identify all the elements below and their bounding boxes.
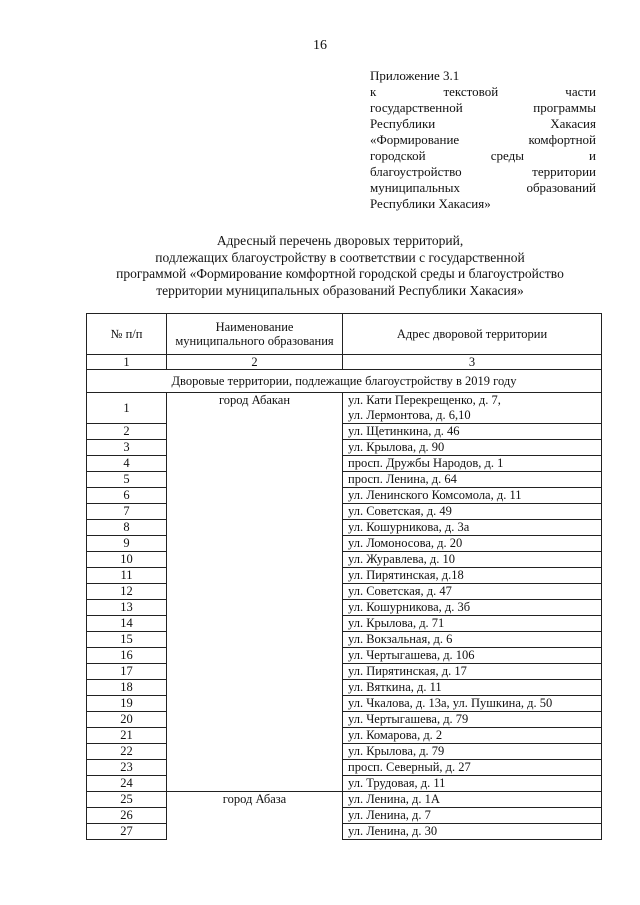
address-cell: ул. Комарова, д. 2 (343, 728, 602, 744)
table-row (87, 456, 602, 472)
address-cell: ул. Кати Перекрещенко, д. 7, ул. Лермонтова, д. 6,10 (343, 393, 602, 424)
municipality-cell (167, 744, 343, 760)
municipality-cell (167, 552, 343, 568)
row-number: 20 (87, 712, 167, 728)
municipality-cell (167, 824, 343, 840)
row-number: 19 (87, 696, 167, 712)
document-title (60, 233, 620, 299)
table-row (87, 760, 602, 776)
address-cell: ул. Пирятинская, д.18 (343, 568, 602, 584)
row-number: 5 (87, 472, 167, 488)
address-cell: ул. Журавлева, д. 10 (343, 552, 602, 568)
header-num: № п/п (87, 314, 167, 355)
row-number: 25 (87, 792, 167, 808)
municipality-cell (167, 440, 343, 456)
column-number: 3 (343, 355, 602, 370)
address-cell: ул. Крылова, д. 71 (343, 616, 602, 632)
table-row (87, 393, 602, 424)
row-number: 7 (87, 504, 167, 520)
address-cell: ул. Чкалова, д. 13а, ул. Пушкина, д. 50 (343, 696, 602, 712)
address-cell: ул. Вокзальная, д. 6 (343, 632, 602, 648)
table-row (87, 632, 602, 648)
column-number-row (87, 355, 602, 370)
appendix-title: Приложение 3.1 (370, 68, 460, 83)
address-cell: просп. Ленина, д. 64 (343, 472, 602, 488)
column-number: 2 (167, 355, 343, 370)
header-address: Адрес дворовой территории (343, 314, 602, 355)
row-number: 3 (87, 440, 167, 456)
address-table (86, 313, 602, 840)
row-number: 23 (87, 760, 167, 776)
address-cell: ул. Кошурникова, д. 3а (343, 520, 602, 536)
row-number: 27 (87, 824, 167, 840)
table-row (87, 744, 602, 760)
row-number: 21 (87, 728, 167, 744)
address-cell: просп. Дружбы Народов, д. 1 (343, 456, 602, 472)
municipality-cell (167, 696, 343, 712)
row-number: 12 (87, 584, 167, 600)
row-number: 13 (87, 600, 167, 616)
table-row (87, 520, 602, 536)
municipality-cell (167, 600, 343, 616)
address-cell: ул. Советская, д. 49 (343, 504, 602, 520)
address-cell: ул. Советская, д. 47 (343, 584, 602, 600)
row-number: 10 (87, 552, 167, 568)
row-number: 2 (87, 424, 167, 440)
municipality-cell: город Абаза (167, 792, 343, 808)
table-row (87, 824, 602, 840)
address-cell: ул. Ленинского Комсомола, д. 11 (343, 488, 602, 504)
municipality-cell (167, 776, 343, 792)
appendix-line: муниципальных образований (370, 180, 596, 195)
municipality-cell (167, 504, 343, 520)
table-row (87, 648, 602, 664)
table-row (87, 424, 602, 440)
address-cell: просп. Северный, д. 27 (343, 760, 602, 776)
address-cell: ул. Вяткина, д. 11 (343, 680, 602, 696)
table-row (87, 584, 602, 600)
row-number: 8 (87, 520, 167, 536)
title-line: программой «Формирование комфортной городской среды и благоустройство (116, 266, 564, 281)
municipality-cell (167, 712, 343, 728)
row-number: 15 (87, 632, 167, 648)
municipality-cell (167, 760, 343, 776)
row-number: 18 (87, 680, 167, 696)
row-number: 9 (87, 536, 167, 552)
table-row (87, 792, 602, 808)
table-row (87, 680, 602, 696)
address-cell: ул. Пирятинская, д. 17 (343, 664, 602, 680)
municipality-cell (167, 680, 343, 696)
row-number: 14 (87, 616, 167, 632)
appendix-line: «Формирование комфортной (370, 132, 596, 147)
address-cell: ул. Крылова, д. 79 (343, 744, 602, 760)
municipality-cell (167, 632, 343, 648)
address-cell: ул. Ленина, д. 7 (343, 808, 602, 824)
municipality-cell (167, 568, 343, 584)
table-row (87, 808, 602, 824)
table-row (87, 536, 602, 552)
row-number: 11 (87, 568, 167, 584)
table-row (87, 568, 602, 584)
row-number: 6 (87, 488, 167, 504)
address-cell: ул. Щетинкина, д. 46 (343, 424, 602, 440)
address-cell: ул. Ленина, д. 1А (343, 792, 602, 808)
address-cell: ул. Кошурникова, д. 3б (343, 600, 602, 616)
municipality-cell: город Абакан (167, 393, 343, 424)
row-number: 26 (87, 808, 167, 824)
header-municipality: Наименование муниципального образования (167, 314, 343, 355)
appendix-line: Республики Хакасия» (370, 196, 491, 211)
row-number: 16 (87, 648, 167, 664)
appendix-line: городской среды и (370, 148, 597, 163)
appendix-line: благоустройство территории (370, 164, 596, 179)
table-row (87, 728, 602, 744)
row-number: 17 (87, 664, 167, 680)
municipality-cell (167, 488, 343, 504)
address-cell: ул. Ленина, д. 30 (343, 824, 602, 840)
table-row (87, 600, 602, 616)
title-line: подлежащих благоустройству в соответствии с государственной (155, 249, 525, 265)
municipality-cell (167, 616, 343, 632)
address-cell: ул. Чертыгашева, д. 79 (343, 712, 602, 728)
title-line: Адресный перечень дворовых территорий, (216, 233, 464, 248)
table-row (87, 696, 602, 712)
municipality-cell (167, 456, 343, 472)
address-cell: ул. Трудовая, д. 11 (343, 776, 602, 792)
address-cell: ул. Чертыгашева, д. 106 (343, 648, 602, 664)
municipality-cell (167, 728, 343, 744)
page-number: 16 (313, 38, 327, 53)
table-row (87, 552, 602, 568)
column-number: 1 (87, 355, 167, 370)
table-row (87, 488, 602, 504)
table-row (87, 616, 602, 632)
municipality-cell (167, 584, 343, 600)
section-title: Дворовые территории, подлежащие благоустройству в 2019 году (87, 370, 602, 393)
table-row (87, 472, 602, 488)
table-row (87, 712, 602, 728)
municipality-cell (167, 520, 343, 536)
appendix-line: Республики Хакасия (370, 116, 596, 131)
municipality-cell (167, 648, 343, 664)
row-number: 4 (87, 456, 167, 472)
appendix-line: к текстовой части (370, 84, 596, 99)
row-number: 22 (87, 744, 167, 760)
section-row (87, 370, 602, 393)
municipality-cell (167, 536, 343, 552)
row-number: 24 (87, 776, 167, 792)
municipality-cell (167, 664, 343, 680)
address-cell: ул. Ломоносова, д. 20 (343, 536, 602, 552)
row-number: 1 (87, 393, 167, 424)
title-line: территории муниципальных образований Республики Хакасия» (156, 282, 524, 298)
table-row (87, 664, 602, 680)
municipality-cell (167, 472, 343, 488)
municipality-cell (167, 424, 343, 440)
table-row (87, 776, 602, 792)
table-header-row (87, 314, 602, 355)
appendix-block (370, 68, 596, 212)
table-row (87, 440, 602, 456)
table-row (87, 504, 602, 520)
appendix-line: государственной программы (370, 100, 596, 115)
address-cell: ул. Крылова, д. 90 (343, 440, 602, 456)
municipality-cell (167, 808, 343, 824)
